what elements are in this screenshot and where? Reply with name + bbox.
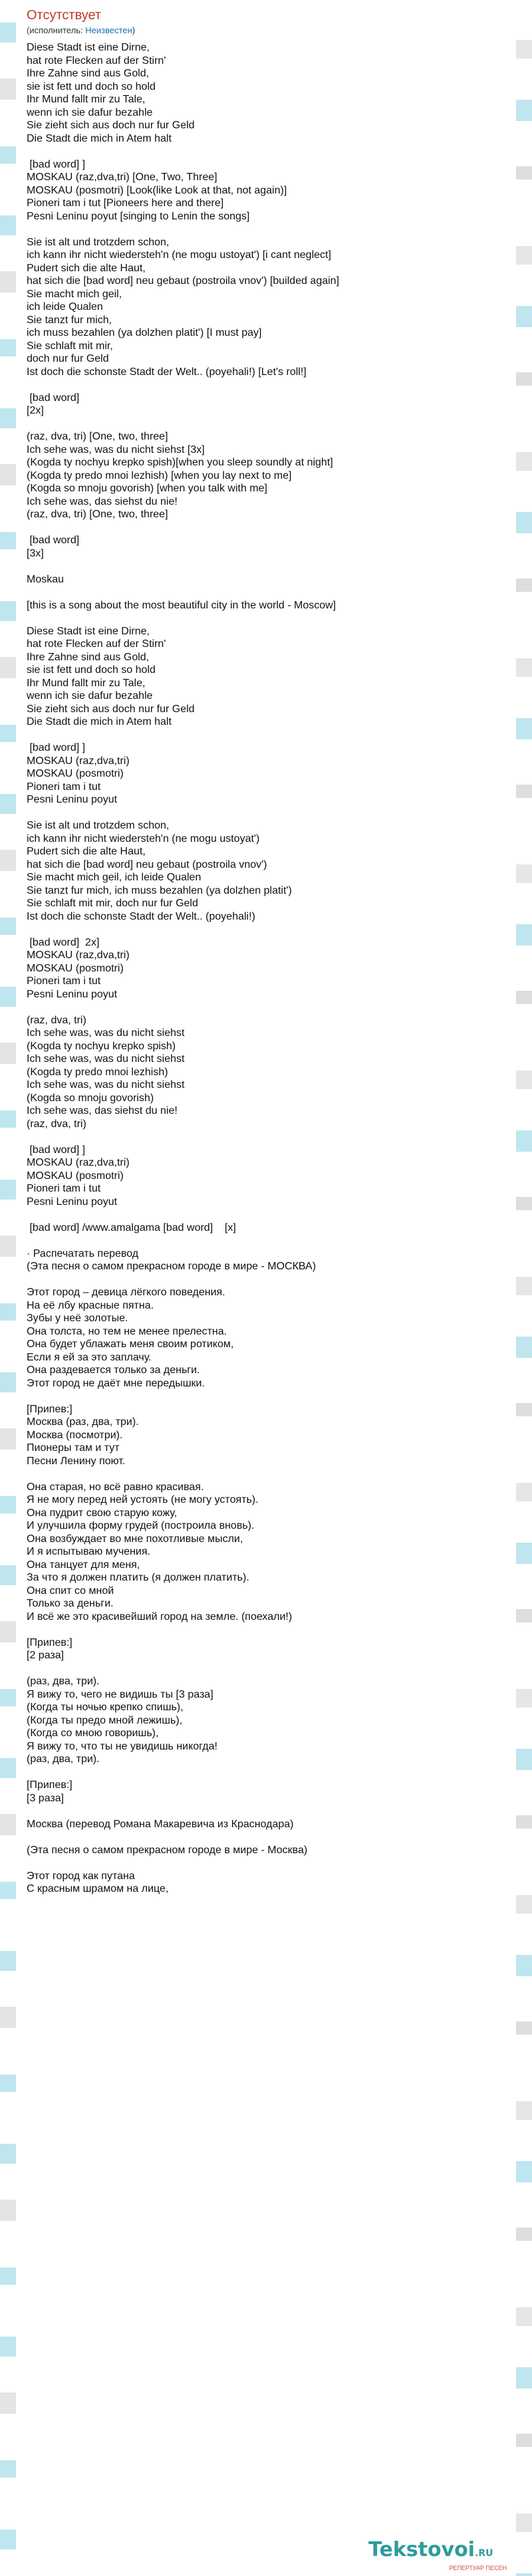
blank-line — [27, 1390, 505, 1403]
lyric-line: [bad word] — [27, 392, 80, 404]
lyric-line: Она будет ублажать меня своим ротиком, — [27, 1339, 234, 1350]
lyric-line: Sie zieht sich aus doch nur fur Geld — [27, 120, 195, 131]
lyric-line: (Эта песня о самом прекрасном городе в мире - МОСКВА) — [27, 1261, 317, 1272]
lyric-line: MOSKAU (posmotri) — [27, 768, 124, 779]
lyric-line: Sie macht mich geil, — [27, 288, 122, 300]
site-logo[interactable] — [368, 2539, 508, 2572]
lyric-line: MOSKAU (raz,dva,tri) — [27, 755, 130, 767]
lyric-line: Sie schlaft mit mir, doch nur fur Geld — [27, 898, 198, 909]
lyric-line: [Припев:] — [27, 1779, 72, 1791]
song-title: Отсутствует — [27, 8, 102, 23]
lyric-line: Она спит со мной — [27, 1585, 114, 1597]
lyric-line: Она возбуждает во мне похотливые мысли, — [27, 1533, 243, 1545]
lyric-line: MOSKAU (posmotri) [Look(like Look at that, not again)] — [27, 184, 287, 196]
lyric-line: Я вижу то, что ты не увидишь никогда! — [27, 1740, 217, 1752]
lyric-line: Pesni Leninu poyut — [27, 988, 118, 1000]
lyric-line: Она танцует для меня, — [27, 1559, 140, 1571]
lyric-line: Этот город не даёт мне передышки. — [27, 1377, 205, 1389]
lyric-line: Она толста, но тем не менее прелестна. — [27, 1325, 227, 1337]
lyric-line: Зубы у неё золотые. — [27, 1313, 128, 1324]
lyric-line: Diese Stadt ist eine Dirne, — [27, 625, 150, 637]
lyric-line: Москва (перевод Романа Макаревича из Краснодара) — [27, 1818, 294, 1830]
lyric-line: И улучшила форму грудей (построила вновь). — [27, 1520, 255, 1531]
blank-line — [27, 1130, 505, 1144]
lyric-line: [bad word] /www.amalgama [bad word] [x] — [27, 1222, 236, 1233]
lyric-line: ich kann ihr nicht wiedersteh'n (ne mogu ustoyat') — [27, 833, 260, 844]
blank-line — [27, 1857, 505, 1870]
artist-prefix: (исполнитель: — [27, 25, 86, 35]
lyrics-page — [27, 7, 505, 1896]
lyric-line: И я испытываю мучения. — [27, 1546, 150, 1557]
lyric-line: Ich sehe was, was du nicht siehst [3x] — [27, 444, 205, 455]
logo-tagline: РЕПЕРТУАР ПЕСЕН — [449, 2565, 507, 2571]
lyric-line: (raz, dva, tri) [One, two, three] — [27, 509, 168, 520]
lyric-line: MOSKAU (raz,dva,tri) — [27, 1157, 130, 1168]
lyric-line: (раз, два, три). — [27, 1753, 100, 1765]
lyric-line: Если я ей за это заплачу. — [27, 1351, 152, 1363]
lyric-line: Sie macht mich geil, ich leide Qualen — [27, 872, 201, 883]
lyric-line: [bad word] ] — [27, 1144, 86, 1156]
lyric-line: Ich sehe was, was du nicht siehst — [27, 1079, 185, 1091]
lyric-line: (Эта песня о самом прекрасном городе в мире - Москва) — [27, 1844, 308, 1856]
lyric-line: Ihre Zahne sind aus Gold, — [27, 651, 150, 663]
lyric-line: Этот город как путана — [27, 1870, 135, 1882]
lyric-line: Pesni Leninu poyut [singing to Lenin the songs] — [27, 210, 250, 222]
lyric-line: ich muss bezahlen (ya dolzhen platit') [I must pay] — [27, 327, 262, 338]
lyric-line: Pesni Leninu poyut — [27, 1196, 118, 1208]
right-edge-decoration — [516, 0, 532, 2576]
lyric-line: Sie schlaft mit mir, — [27, 340, 113, 352]
blank-line — [27, 807, 505, 820]
lyric-line: Ich sehe was, das siehst du nie! — [27, 1105, 178, 1116]
blank-line — [27, 612, 505, 625]
lyric-line: (raz, dva, tri) [One, two, three] — [27, 431, 168, 442]
lyric-line: [3 раза] — [27, 1792, 65, 1804]
lyric-line: Она раздевается только за деньги. — [27, 1364, 200, 1376]
lyric-line: Москва (раз, два, три). — [27, 1416, 139, 1428]
logo-tld: .RU — [475, 2548, 493, 2559]
lyric-line: (Kogda ty nochyu krepko spish) — [27, 1040, 176, 1052]
lyric-line: [this is a song about the most beautiful city in the world - Moscow] — [27, 599, 336, 611]
lyric-line: Die Stadt die mich in Atem halt — [27, 716, 172, 727]
lyric-line: Sie zieht sich aus doch nur fur Geld — [27, 703, 195, 715]
lyric-line: (Когда ты ночью крепко спишь), — [27, 1702, 184, 1713]
lyric-line: hat rote Flecken auf der Stirn' — [27, 55, 166, 66]
blank-line — [27, 560, 505, 573]
lyric-line: Sie ist alt und trotzdem schon, — [27, 820, 170, 831]
blank-line — [27, 1805, 505, 1818]
lyric-line: Pioneri tam i tut — [27, 975, 101, 987]
lyric-line: · Распечатать перевод — [27, 1247, 139, 1259]
artist-suffix: ) — [132, 25, 136, 35]
lyric-line: [2 раза] — [27, 1650, 65, 1661]
lyric-line: (Kogda so mnoju govorish) — [27, 1092, 154, 1104]
blank-line — [27, 378, 505, 392]
lyric-line: hat sich die [bad word] neu gebaut (postroila vnov') — [27, 858, 267, 870]
lyric-line: Я не могу перед ней устоять (не могу устоять). — [27, 1494, 259, 1505]
lyric-line: [Припев:] — [27, 1403, 72, 1415]
lyric-line: Она старая, но всё равно красивая. — [27, 1481, 204, 1493]
lyric-line: Diese Stadt ist eine Dirne, — [27, 42, 150, 53]
lyric-line: Ihr Mund fallt mir zu Tale, — [27, 677, 146, 689]
lyric-line: С красным шрамом на лице, — [27, 1883, 169, 1894]
lyric-line: (Когда со мною говоришь), — [27, 1728, 159, 1739]
lyric-line: sie ist fett und doch so hold — [27, 664, 156, 676]
lyric-line: (Kogda ty predo mnoi lezhish) — [27, 1066, 168, 1078]
lyric-line: ich leide Qualen — [27, 301, 103, 313]
blank-line — [27, 1234, 505, 1247]
blank-line — [27, 1208, 505, 1222]
lyrics-body — [27, 41, 505, 1896]
lyric-line: [bad word] — [27, 535, 80, 546]
lyric-line: (raz, dva, tri) — [27, 1014, 86, 1026]
lyric-line: (raz, dva, tri) — [27, 1118, 86, 1130]
blank-line — [27, 1273, 505, 1287]
lyric-line: MOSKAU (raz,dva,tri) [One, Two, Three] — [27, 172, 217, 183]
lyric-line: [bad word] ] — [27, 742, 86, 753]
lyric-line: wenn ich sie dafur bezahle — [27, 690, 153, 702]
lyric-line: Pioneri tam i tut — [27, 1183, 101, 1194]
lyric-line: (Kogda ty predo mnoi lezhish) [when you lay next to me] — [27, 469, 292, 481]
lyric-line: Ist doch die schonste Stadt der Welt.. (poyehali!) [Let's roll!] — [27, 366, 307, 378]
lyric-line: Москва (посмотри). — [27, 1429, 123, 1441]
blank-line — [27, 1468, 505, 1481]
lyric-line: На её лбу красные пятна. — [27, 1299, 154, 1311]
blank-line — [27, 223, 505, 236]
lyric-line: Sie tanzt fur mich, — [27, 314, 112, 326]
lyric-line: Pioneri tam i tut [Pioneers here and there] — [27, 197, 224, 209]
lyric-line: Ich sehe was, das siehst du nie! — [27, 495, 178, 507]
lyric-line: Я вижу то, чего не видишь ты [3 раза] — [27, 1688, 213, 1700]
lyric-line: И всё же это красивейший город на земле. (поехали!) — [27, 1610, 293, 1622]
lyric-line: [3x] — [27, 547, 44, 559]
lyric-line: Ihre Zahne sind aus Gold, — [27, 68, 150, 79]
lyric-line: Pudert sich die alte Haut, — [27, 846, 146, 857]
lyric-line: [bad word] 2x] — [27, 936, 100, 948]
lyric-line: hat sich die [bad word] neu gebaut (postroila vnov') [builded again] — [27, 275, 340, 287]
lyric-line: Она пудрит свою старую кожу, — [27, 1507, 178, 1519]
lyric-line: [2x] — [27, 405, 44, 416]
lyric-line: ich kann ihr nicht wiedersteh'n (ne mogu ustoyat') [i cant neglect] — [27, 249, 331, 261]
lyric-line: (Kogda so mnoju govorish) [when you talk with me] — [27, 483, 267, 494]
lyric-line: Ich sehe was, was du nicht siehst — [27, 1027, 185, 1039]
lyric-line: Пионеры там и тут — [27, 1442, 120, 1454]
lyric-line: Pesni Leninu poyut — [27, 794, 118, 805]
lyric-line: hat rote Flecken auf der Stirn' — [27, 638, 166, 650]
artist-link[interactable]: Неизвестен — [85, 25, 132, 35]
blank-line — [27, 1766, 505, 1779]
blank-line — [27, 586, 505, 599]
blank-line — [27, 1001, 505, 1014]
lyric-line: [Припев:] — [27, 1636, 72, 1648]
lyric-line: doch nur fur Geld — [27, 353, 109, 364]
lyric-line: MOSKAU (posmotri) — [27, 962, 124, 974]
blank-line — [27, 729, 505, 742]
blank-line — [27, 521, 505, 535]
left-edge-decoration — [0, 0, 16, 2576]
lyric-line: Ich sehe was, was du nicht siehst — [27, 1053, 185, 1065]
lyric-line: Pioneri tam i tut — [27, 781, 101, 793]
lyric-line: [bad word] ] — [27, 158, 86, 170]
lyric-line: (раз, два, три). — [27, 1676, 100, 1687]
blank-line — [27, 1831, 505, 1844]
lyric-line: (Kogda ty nochyu krepko spish)[when you sleep soundly at night] — [27, 457, 333, 468]
lyric-line: Этот город – девица лёгкого поведения. — [27, 1287, 225, 1298]
blank-line — [27, 418, 505, 431]
blank-line — [27, 145, 505, 158]
lyric-line: MOSKAU (posmotri) — [27, 1170, 124, 1182]
lyric-line: Die Stadt die mich in Atem halt — [27, 132, 172, 144]
lyric-line: MOSKAU (raz,dva,tri) — [27, 950, 130, 961]
logo-name: Tekstovoi — [368, 2538, 475, 2561]
blank-line — [27, 923, 505, 936]
lyric-line: sie ist fett und doch so hold — [27, 80, 156, 92]
lyric-line: Только за деньги. — [27, 1598, 114, 1609]
lyric-line: Sie ist alt und trotzdem schon, — [27, 236, 170, 248]
lyric-line: (Когда ты предо мной лежишь), — [27, 1714, 183, 1726]
lyric-line: Ihr Mund fallt mir zu Tale, — [27, 94, 146, 105]
blank-line — [27, 1623, 505, 1636]
lyric-line: Pudert sich die alte Haut, — [27, 262, 146, 274]
lyric-line: За что я должен платить (я должен платить). — [27, 1572, 249, 1583]
lyric-line: Песни Ленину поют. — [27, 1455, 126, 1467]
artist-line — [27, 25, 505, 36]
blank-line — [27, 1662, 505, 1676]
lyric-line: Sie tanzt fur mich, ich muss bezahlen (ya dolzhen platit') — [27, 884, 292, 896]
lyric-line: Moskau — [27, 573, 65, 585]
lyric-line: Ist doch die schonste Stadt der Welt.. (poyehali!) — [27, 910, 255, 922]
lyric-line: wenn ich sie dafur bezahle — [27, 106, 153, 118]
